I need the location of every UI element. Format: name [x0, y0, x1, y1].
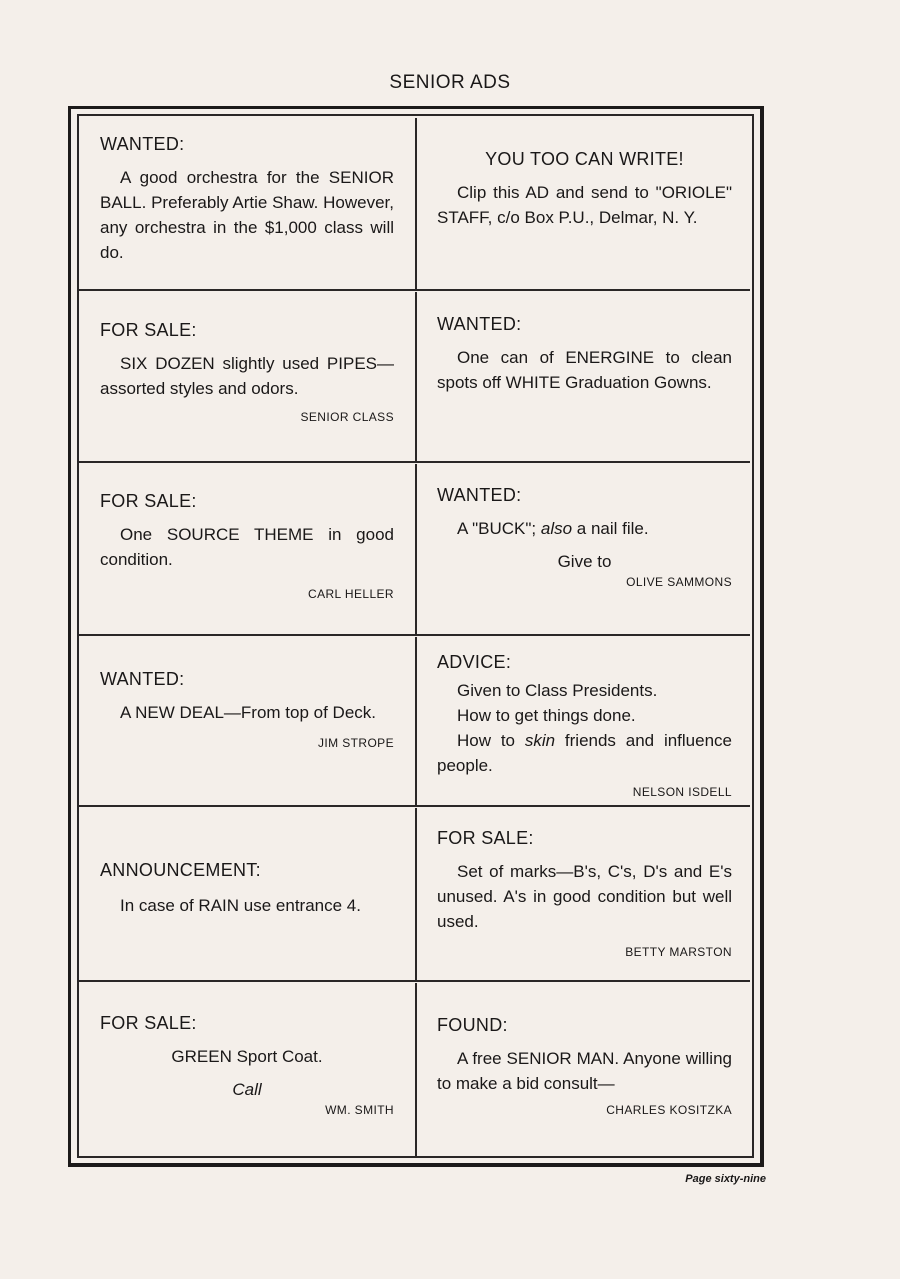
ad-body	[437, 516, 732, 541]
column-divider	[415, 464, 417, 634]
row-divider	[79, 980, 750, 982]
ad-for-sale-source-theme	[100, 489, 394, 607]
ad-heading: FOR SALE:	[100, 1013, 197, 1033]
row-divider	[79, 634, 750, 636]
ad-extra: Call	[232, 1080, 262, 1099]
ad-body: One SOURCE THEME in good condition.	[100, 525, 394, 569]
column-divider	[415, 983, 417, 1156]
ad-body: Clip this AD and send to "ORIOLE" STAFF, c/o Box P.U., Delmar, N. Y.	[437, 183, 732, 227]
ad-signature: OLIVE SAMMONS	[626, 575, 732, 589]
ad-line-text: friends and influence people.	[437, 731, 732, 775]
ad-body: In case of RAIN use entrance 4.	[120, 896, 361, 915]
ad-body: Set of marks—B's, C's, D's and E's unused. A's in good condition but well used.	[437, 862, 732, 931]
ad-line-text: How to	[457, 731, 525, 750]
ad-signature: CARL HELLER	[308, 587, 394, 601]
ad-found-senior-man	[437, 1013, 732, 1123]
ad-you-too-can-write	[437, 147, 732, 230]
ad-announcement	[100, 858, 394, 918]
page-number: Page sixty-nine	[685, 1173, 766, 1185]
ad-heading: FOUND:	[437, 1015, 508, 1035]
ad-signature: CHARLES KOSITZKA	[606, 1103, 732, 1117]
ad-heading: FOR SALE:	[437, 828, 534, 848]
ad-heading: WANTED:	[100, 134, 185, 154]
ad-heading: WANTED:	[437, 485, 522, 505]
ad-line: Given to Class Presidents.	[457, 681, 658, 700]
ad-line: How to get things done.	[457, 706, 636, 725]
column-divider	[415, 292, 417, 462]
ad-for-sale-sport-coat	[100, 1011, 394, 1123]
ad-body-italic: also	[540, 519, 573, 538]
ad-line-italic: skin	[524, 731, 556, 750]
page-title: SENIOR ADS	[389, 72, 511, 93]
ad-heading: WANTED:	[100, 669, 185, 689]
row-divider	[79, 805, 750, 807]
ad-heading: WANTED:	[437, 314, 522, 334]
ad-body: SIX DOZEN slightly used PIPES—assorted styles and odors.	[100, 354, 394, 398]
ad-body: A good orchestra for the SENIOR BALL. Preferably Artie Shaw. However, any orchestra in the $1,000 class will do.	[100, 168, 394, 262]
row-divider	[79, 289, 750, 291]
ad-wanted-orchestra	[100, 132, 394, 265]
ad-heading: FOR SALE:	[100, 491, 197, 511]
ad-heading: FOR SALE:	[100, 320, 197, 340]
ad-for-sale-pipes	[100, 318, 394, 430]
row-divider	[79, 461, 750, 463]
ad-signature: JIM STROPE	[317, 736, 394, 750]
ad-body-text: a nail file.	[572, 519, 649, 538]
column-divider	[415, 637, 417, 805]
ad-body-text: A "BUCK";	[457, 519, 541, 538]
ad-body: One can of ENERGINE to clean spots off WHITE Graduation Gowns.	[437, 348, 732, 392]
ad-heading: ADVICE:	[437, 652, 512, 672]
ad-signature: NELSON ISDELL	[632, 785, 732, 799]
ad-for-sale-marks	[437, 826, 732, 965]
ad-body: GREEN Sport Coat.	[171, 1047, 323, 1066]
ad-body: A NEW DEAL—From top of Deck.	[120, 703, 377, 722]
ad-wanted-buck	[437, 483, 732, 595]
ad-wanted-energine	[437, 312, 732, 395]
ad-signature: SENIOR CLASS	[300, 410, 394, 424]
ad-signature: BETTY MARSTON	[625, 945, 732, 959]
ad-heading: YOU TOO CAN WRITE!	[485, 149, 684, 169]
ad-advice	[437, 650, 732, 805]
ad-heading: ANNOUNCEMENT:	[100, 860, 261, 880]
column-divider	[415, 808, 417, 980]
ad-signature: WM. SMITH	[325, 1103, 394, 1117]
ad-extra: Give to	[557, 552, 612, 571]
ad-wanted-new-deal	[100, 667, 394, 756]
ad-body: A free SENIOR MAN. Anyone willing to make a bid consult—	[437, 1049, 732, 1093]
column-divider	[415, 118, 417, 290]
ad-line	[437, 728, 732, 778]
